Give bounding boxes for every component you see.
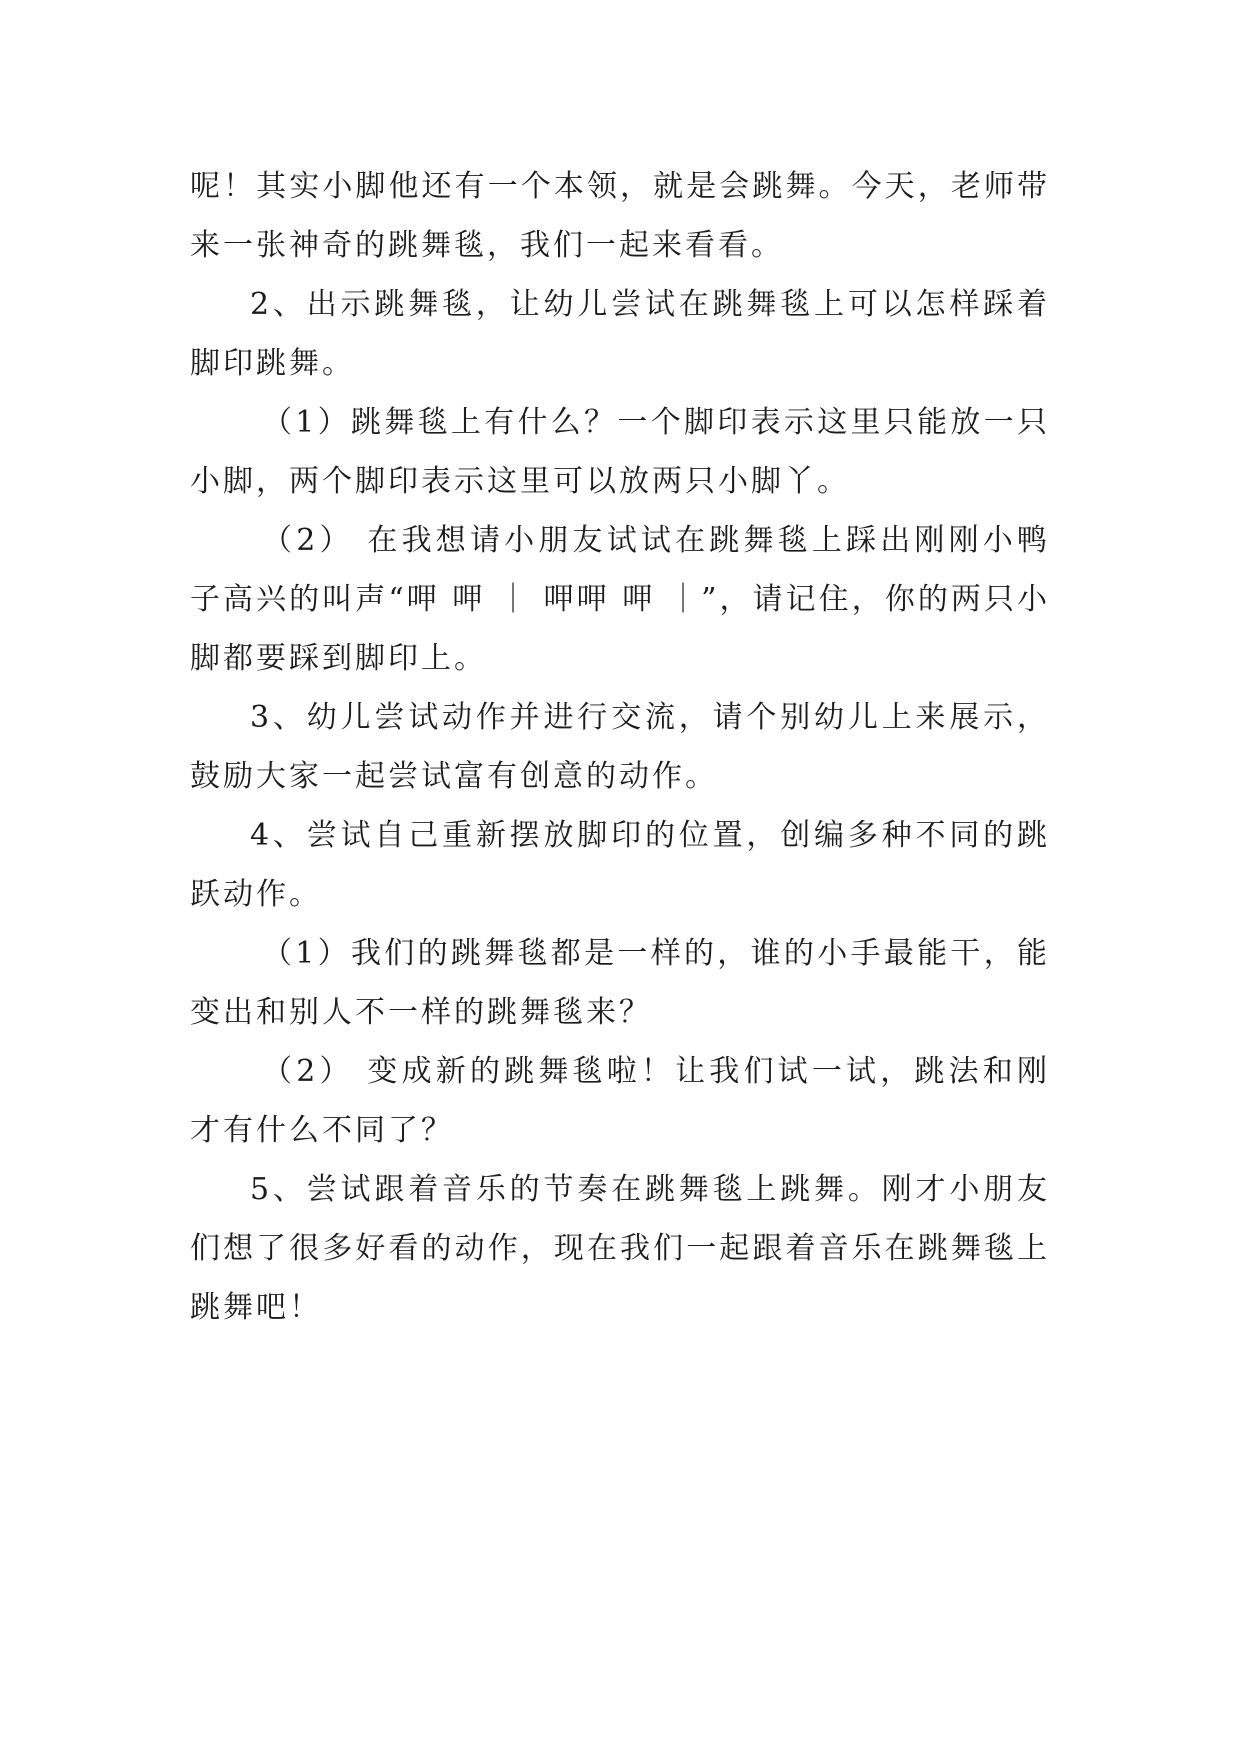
paragraph-step-5: 5、尝试跟着音乐的节奏在跳舞毯上跳舞。刚才小朋友们想了很多好看的动作，现在我们一起跟着音乐在跳舞毯上跳舞吧！ [190, 1172, 1050, 1325]
paragraph-step-2-item-2: （2） 在我想请小朋友试试在跳舞毯上踩出刚刚小鸭子高兴的叫声“呷 呷 ｜ 呷呷 呷 ｜”，请记住，你的两只小脚都要踩到脚印上。 [190, 523, 1050, 676]
paragraph-step-3: 3、幼儿尝试动作并进行交流，请个别幼儿上来展示，鼓励大家一起尝试富有创意的动作。 [190, 700, 1050, 794]
document-body [190, 157, 1050, 1337]
paragraph-intro-continuation: 呢！其实小脚他还有一个本领，就是会跳舞。今天，老师带来一张神奇的跳舞毯，我们一起来看看。 [190, 169, 1050, 263]
paragraph-step-4-item-2: （2） 变成新的跳舞毯啦！让我们试一试，跳法和刚才有什么不同了？ [190, 1054, 1050, 1148]
paragraph-step-4-item-1: （1）我们的跳舞毯都是一样的，谁的小手最能干，能变出和别人不一样的跳舞毯来？ [190, 936, 1050, 1030]
paragraph-step-2-item-1: （1）跳舞毯上有什么？一个脚印表示这里只能放一只小脚，两个脚印表示这里可以放两只小脚丫。 [190, 405, 1050, 499]
paragraph-step-4: 4、尝试自己重新摆放脚印的位置，创编多种不同的跳跃动作。 [190, 818, 1050, 912]
paragraph-step-2: 2、出示跳舞毯，让幼儿尝试在跳舞毯上可以怎样踩着脚印跳舞。 [190, 287, 1050, 381]
